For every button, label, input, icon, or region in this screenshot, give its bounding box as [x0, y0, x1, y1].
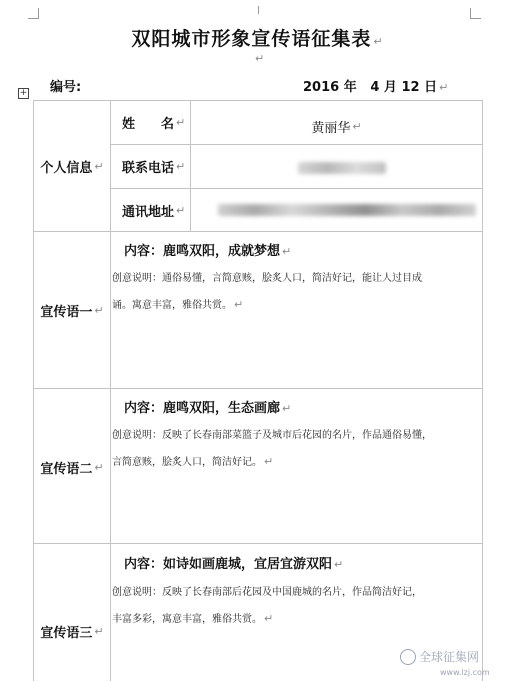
document-title [0, 24, 515, 51]
paragraph-mark-icon: ↵ [264, 455, 274, 468]
date-day: 12 [401, 80, 420, 95]
redacted-phone [298, 162, 386, 174]
paragraph-mark-icon: ↵ [334, 558, 344, 571]
paragraph-mark-icon: ↵ [255, 52, 265, 65]
name-value-text: 黄丽华 [311, 121, 351, 136]
watermark-url: www.lzj.com [440, 668, 490, 677]
date-line [303, 76, 448, 95]
date-day-unit: 日 [424, 80, 438, 95]
slogan-content [124, 553, 343, 572]
description-line [112, 292, 482, 319]
description-text: 言简意赅，脍炙人口，简洁好记。 [112, 457, 262, 468]
paragraph-mark-icon: ↵ [352, 120, 362, 133]
table-border [33, 543, 483, 544]
description-line [112, 606, 482, 633]
slogan-label [34, 455, 110, 479]
table-move-handle-icon[interactable]: + [19, 88, 28, 98]
number-label: 编号: [50, 80, 82, 95]
paragraph-mark-icon: ↵ [94, 460, 104, 474]
page-center-mark [258, 6, 259, 14]
slogan-content-text: 内容：如诗如画鹿城，宜居宜游双阳 [124, 557, 333, 572]
slogan-content-text: 内容：鹿鸣双阳，生态画廊 [124, 401, 281, 416]
watermark-text: 全球征集网 [419, 650, 480, 664]
slogan-label-text: 宣传语一 [40, 304, 93, 320]
paragraph-mark-icon: ↵ [176, 203, 186, 217]
title-text: 双阳城市形象宣传语征集表 [131, 28, 372, 50]
paragraph-mark-icon: ↵ [94, 159, 104, 173]
slogan-description [112, 266, 482, 319]
date-year-unit: 年 [343, 80, 357, 95]
phone-label [122, 145, 185, 188]
name-label [122, 101, 185, 144]
name-label-text: 姓 名 [122, 117, 175, 132]
paragraph-mark-icon: ↵ [282, 402, 292, 415]
slogan-content [124, 397, 291, 416]
paragraph-mark-icon: ↵ [282, 245, 292, 258]
slogan-label-text: 宣传语二 [40, 461, 93, 477]
page-corner-mark [28, 8, 39, 19]
description-line: 创意说明：反映了长春南部后花园及中国鹿城的名片，作品简洁好记， [112, 587, 422, 598]
date-month-unit: 月 [383, 80, 397, 95]
page-corner-mark [470, 8, 481, 19]
slogan-label [34, 232, 110, 388]
slogan-label [34, 619, 110, 643]
description-line: 创意说明：反映了长春南部菜篮子及城市后花园的名片，作品通俗易懂， [112, 430, 432, 441]
paragraph-mark-icon: ↵ [176, 116, 186, 129]
redacted-address [218, 204, 476, 216]
slogan-label-text: 宣传语三 [40, 625, 93, 641]
date-month: 4 [370, 80, 380, 95]
slogan-description [112, 423, 482, 476]
paragraph-mark-icon: ↵ [234, 298, 244, 311]
slogan-content-text: 内容：鹿鸣双阳，成就梦想 [124, 244, 281, 259]
phone-label-text: 联系电话 [122, 161, 175, 176]
paragraph-mark-icon: ↵ [94, 303, 104, 317]
table-border [482, 100, 483, 681]
paragraph-mark-icon: ↵ [94, 624, 104, 638]
paragraph-mark-icon: ↵ [439, 81, 449, 94]
paragraph-mark-icon: ↵ [176, 160, 186, 173]
description-line [112, 449, 482, 476]
paragraph-mark-icon: ↵ [373, 35, 384, 48]
slogan-description [112, 580, 482, 633]
description-line: 创意说明：通俗易懂，言简意赅，脍炙人口，简洁好记，能让人过目成 [112, 273, 422, 284]
slogan-content [124, 240, 291, 259]
table-border [110, 100, 111, 681]
name-value [191, 105, 482, 148]
description-text: 丰富多彩，寓意丰富，雅俗共赏。 [112, 614, 262, 625]
date-year: 2016 [303, 80, 340, 95]
address-label [122, 189, 185, 231]
paragraph-mark-icon: ↵ [264, 612, 274, 625]
personal-info-label [34, 101, 110, 231]
description-text: 诵。寓意丰富，雅俗共赏。 [112, 300, 232, 311]
wechat-icon [400, 649, 416, 665]
watermark [400, 648, 479, 665]
address-label-text: 通讯地址 [122, 204, 175, 220]
personal-info-text: 个人信息 [40, 160, 93, 176]
